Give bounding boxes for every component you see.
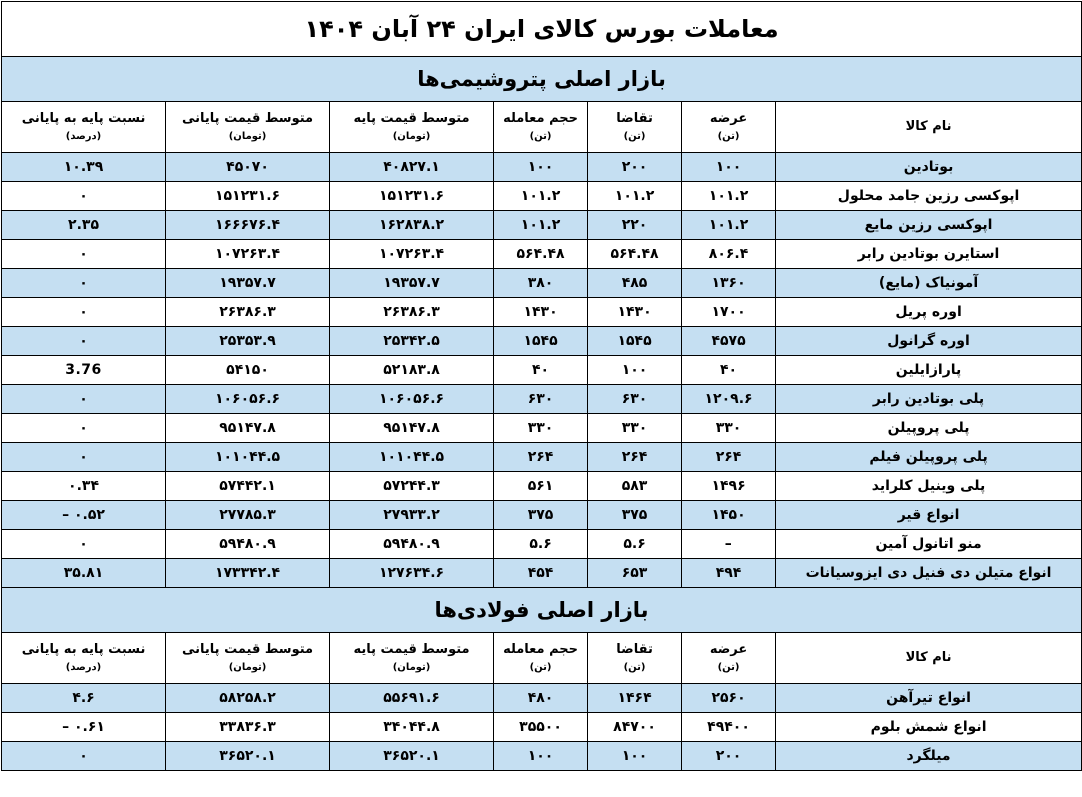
commodity-name: پلی بوتادین رابر bbox=[776, 385, 1082, 414]
commodity-name: انواع شمش بلوم bbox=[776, 713, 1082, 742]
header-ratio-label: نسبت پایه به پایانی bbox=[21, 110, 146, 126]
cell-volume: ۳۳۰ bbox=[494, 414, 588, 443]
cell-supply: ۴۹۴۰۰ bbox=[682, 713, 776, 742]
section-title: بازار اصلی پتروشیمی‌ها bbox=[2, 57, 1082, 102]
commodity-name: پلی پروپیلن bbox=[776, 414, 1082, 443]
commodity-name: انواع متیلن دی فنیل دی ایزوسیانات bbox=[776, 559, 1082, 588]
cell-demand: ۱۴۳۰ bbox=[588, 298, 682, 327]
table-row bbox=[2, 298, 1082, 327]
commodity-name: پارازایلین bbox=[776, 356, 1082, 385]
cell-ratio: ۳۵.۸۱ bbox=[2, 559, 166, 588]
header-demand bbox=[588, 102, 682, 153]
header-base-price-unit: (تومان) bbox=[392, 131, 431, 143]
commodity-name: بوتادین bbox=[776, 153, 1082, 182]
table-row bbox=[2, 240, 1082, 269]
cell-demand: ۲۶۴ bbox=[588, 443, 682, 472]
cell-ratio: ۰ bbox=[2, 298, 166, 327]
section-header-row bbox=[2, 588, 1082, 633]
cell-demand: ۶۵۳ bbox=[588, 559, 682, 588]
cell-ratio: ۰ bbox=[2, 240, 166, 269]
cell-demand: ۶۳۰ bbox=[588, 385, 682, 414]
header-name: نام کالا bbox=[776, 633, 1082, 684]
cell-supply: ۱۰۱.۲ bbox=[682, 211, 776, 240]
column-header-row bbox=[2, 633, 1082, 684]
header-name: نام کالا bbox=[776, 102, 1082, 153]
cell-volume: ۶۳۰ bbox=[494, 385, 588, 414]
cell-supply: ۱۴۹۶ bbox=[682, 472, 776, 501]
cell-volume: ۲۶۴ bbox=[494, 443, 588, 472]
cell-supply: ۲۰۰ bbox=[682, 742, 776, 771]
table-row bbox=[2, 269, 1082, 298]
cell-supply: ۱۲۰۹.۶ bbox=[682, 385, 776, 414]
table-row bbox=[2, 327, 1082, 356]
cell-base-price: ۲۵۳۴۲.۵ bbox=[330, 327, 494, 356]
cell-base-price: ۵۷۲۴۴.۳ bbox=[330, 472, 494, 501]
cell-base-price: ۱۰۶۰۵۶.۶ bbox=[330, 385, 494, 414]
commodity-name: انواع قیر bbox=[776, 501, 1082, 530]
header-base-price-label: متوسط قیمت پایه bbox=[353, 110, 470, 126]
commodity-name: اپوکسی رزین مایع bbox=[776, 211, 1082, 240]
table-row bbox=[2, 153, 1082, 182]
cell-base-price: ۲۷۹۳۳.۲ bbox=[330, 501, 494, 530]
cell-final-price: ۱۷۳۳۴۲.۴ bbox=[166, 559, 330, 588]
cell-ratio: ۰ bbox=[2, 385, 166, 414]
cell-base-price: ۹۵۱۴۷.۸ bbox=[330, 414, 494, 443]
table-row bbox=[2, 501, 1082, 530]
cell-base-price: ۴۰۸۲۷.۱ bbox=[330, 153, 494, 182]
table-row bbox=[2, 211, 1082, 240]
header-final-price-label: متوسط قیمت پایانی bbox=[181, 641, 314, 657]
table-row bbox=[2, 356, 1082, 385]
cell-volume: ۳۵۵۰۰ bbox=[494, 713, 588, 742]
header-final-price-label: متوسط قیمت پایانی bbox=[181, 110, 314, 126]
table-row bbox=[2, 559, 1082, 588]
cell-demand: ۳۳۰ bbox=[588, 414, 682, 443]
cell-supply: ۱۳۶۰ bbox=[682, 269, 776, 298]
column-header-row bbox=[2, 102, 1082, 153]
cell-supply: ۳۳۰ bbox=[682, 414, 776, 443]
section-header-row bbox=[2, 57, 1082, 102]
commodity-name: منو اتانول آمین bbox=[776, 530, 1082, 559]
cell-ratio: ۰.۳۴ bbox=[2, 472, 166, 501]
cell-ratio: ۰.۶۱ – bbox=[2, 713, 166, 742]
header-final-price-unit: (تومان) bbox=[228, 131, 267, 143]
cell-final-price: ۹۵۱۴۷.۸ bbox=[166, 414, 330, 443]
cell-demand: ۳۷۵ bbox=[588, 501, 682, 530]
cell-final-price: ۵۹۴۸۰.۹ bbox=[166, 530, 330, 559]
cell-final-price: ۵۷۴۴۲.۱ bbox=[166, 472, 330, 501]
cell-final-price: ۱۹۳۵۷.۷ bbox=[166, 269, 330, 298]
cell-final-price: ۵۴۱۵۰ bbox=[166, 356, 330, 385]
commodity-name: میلگرد bbox=[776, 742, 1082, 771]
header-volume-unit: (تن) bbox=[529, 662, 552, 674]
cell-ratio: ۰.۵۲ – bbox=[2, 501, 166, 530]
cell-volume: ۱۰۱.۲ bbox=[494, 211, 588, 240]
cell-final-price: ۲۶۳۸۶.۳ bbox=[166, 298, 330, 327]
cell-final-price: ۴۵۰۷۰ bbox=[166, 153, 330, 182]
header-ratio-unit: (درصد) bbox=[65, 662, 102, 674]
header-volume-label: حجم معامله bbox=[503, 641, 579, 657]
cell-ratio: 3.76 bbox=[2, 356, 166, 385]
cell-volume: ۴۰ bbox=[494, 356, 588, 385]
cell-demand: ۱۰۰ bbox=[588, 742, 682, 771]
cell-final-price: ۲۷۷۸۵.۳ bbox=[166, 501, 330, 530]
cell-base-price: ۱۰۱۰۴۴.۵ bbox=[330, 443, 494, 472]
cell-ratio: ۲.۳۵ bbox=[2, 211, 166, 240]
cell-demand: ۲۰۰ bbox=[588, 153, 682, 182]
cell-demand: ۴۸۵ bbox=[588, 269, 682, 298]
cell-final-price: ۱۶۶۶۷۶.۴ bbox=[166, 211, 330, 240]
header-demand-label: تقاضا bbox=[616, 110, 653, 126]
header-base-price bbox=[330, 633, 494, 684]
header-supply-label: عرضه bbox=[709, 641, 748, 657]
cell-supply: ۴۹۴ bbox=[682, 559, 776, 588]
table-row bbox=[2, 443, 1082, 472]
cell-final-price: ۲۵۳۵۳.۹ bbox=[166, 327, 330, 356]
cell-base-price: ۱۵۱۲۳۱.۶ bbox=[330, 182, 494, 211]
header-final-price bbox=[166, 633, 330, 684]
cell-ratio: ۰ bbox=[2, 443, 166, 472]
cell-demand: ۱۰۱.۲ bbox=[588, 182, 682, 211]
header-demand bbox=[588, 633, 682, 684]
header-base-price-label: متوسط قیمت پایه bbox=[353, 641, 470, 657]
section-title: بازار اصلی فولادی‌ها bbox=[2, 588, 1082, 633]
cell-volume: ۳۸۰ bbox=[494, 269, 588, 298]
header-demand-unit: (تن) bbox=[623, 131, 646, 143]
table-row bbox=[2, 530, 1082, 559]
header-final-price bbox=[166, 102, 330, 153]
cell-supply: ۱۰۱.۲ bbox=[682, 182, 776, 211]
header-final-price-unit: (تومان) bbox=[228, 662, 267, 674]
cell-volume: ۳۷۵ bbox=[494, 501, 588, 530]
header-base-price bbox=[330, 102, 494, 153]
cell-demand: ۵.۶ bbox=[588, 530, 682, 559]
page-title: معاملات بورس کالای ایران ۲۴ آبان ۱۴۰۴ bbox=[2, 2, 1082, 57]
table-row bbox=[2, 385, 1082, 414]
header-demand-label: تقاضا bbox=[616, 641, 653, 657]
commodity-name: اوره گرانول bbox=[776, 327, 1082, 356]
header-volume-label: حجم معامله bbox=[503, 110, 579, 126]
table-row bbox=[2, 684, 1082, 713]
cell-volume: ۴۵۴ bbox=[494, 559, 588, 588]
header-volume bbox=[494, 102, 588, 153]
cell-volume: ۵۶۱ bbox=[494, 472, 588, 501]
header-supply-label: عرضه bbox=[709, 110, 748, 126]
cell-ratio: ۴.۶ bbox=[2, 684, 166, 713]
cell-ratio: ۰ bbox=[2, 269, 166, 298]
title-row bbox=[2, 2, 1082, 57]
table-row bbox=[2, 414, 1082, 443]
cell-final-price: ۳۶۵۲۰.۱ bbox=[166, 742, 330, 771]
header-volume-unit: (تن) bbox=[529, 131, 552, 143]
cell-supply: – bbox=[682, 530, 776, 559]
cell-base-price: ۵۵۶۹۱.۶ bbox=[330, 684, 494, 713]
header-supply-unit: (تن) bbox=[717, 131, 740, 143]
header-volume bbox=[494, 633, 588, 684]
cell-supply: ۲۶۴ bbox=[682, 443, 776, 472]
cell-supply: ۲۵۶۰ bbox=[682, 684, 776, 713]
cell-ratio: ۰ bbox=[2, 414, 166, 443]
commodity-name: آمونیاک (مایع) bbox=[776, 269, 1082, 298]
header-ratio bbox=[2, 102, 166, 153]
table-row bbox=[2, 182, 1082, 211]
cell-base-price: ۵۹۴۸۰.۹ bbox=[330, 530, 494, 559]
cell-ratio: ۰ bbox=[2, 182, 166, 211]
cell-ratio: ۰ bbox=[2, 530, 166, 559]
header-demand-unit: (تن) bbox=[623, 662, 646, 674]
cell-final-price: ۱۰۷۲۶۳.۴ bbox=[166, 240, 330, 269]
commodity-trades-table bbox=[1, 1, 1082, 771]
cell-final-price: ۳۳۸۳۶.۳ bbox=[166, 713, 330, 742]
commodity-name: اپوکسی رزین جامد محلول bbox=[776, 182, 1082, 211]
cell-volume: ۱۵۴۵ bbox=[494, 327, 588, 356]
header-ratio-unit: (درصد) bbox=[65, 131, 102, 143]
commodity-name: اوره پریل bbox=[776, 298, 1082, 327]
commodity-name: استایرن بوتادین رابر bbox=[776, 240, 1082, 269]
cell-final-price: ۵۸۲۵۸.۲ bbox=[166, 684, 330, 713]
cell-supply: ۸۰۶.۴ bbox=[682, 240, 776, 269]
cell-volume: ۱۴۳۰ bbox=[494, 298, 588, 327]
cell-demand: ۵۶۴.۴۸ bbox=[588, 240, 682, 269]
cell-ratio: ۱۰.۳۹ bbox=[2, 153, 166, 182]
cell-final-price: ۱۵۱۲۳۱.۶ bbox=[166, 182, 330, 211]
cell-supply: ۴۵۷۵ bbox=[682, 327, 776, 356]
cell-volume: ۱۰۰ bbox=[494, 153, 588, 182]
cell-demand: ۱۵۴۵ bbox=[588, 327, 682, 356]
cell-volume: ۵۶۴.۴۸ bbox=[494, 240, 588, 269]
cell-volume: ۱۰۱.۲ bbox=[494, 182, 588, 211]
cell-final-price: ۱۰۱۰۴۴.۵ bbox=[166, 443, 330, 472]
header-supply bbox=[682, 102, 776, 153]
cell-demand: ۸۴۷۰۰ bbox=[588, 713, 682, 742]
cell-base-price: ۱۹۳۵۷.۷ bbox=[330, 269, 494, 298]
cell-base-price: ۱۰۷۲۶۳.۴ bbox=[330, 240, 494, 269]
commodity-name: انواع تیرآهن bbox=[776, 684, 1082, 713]
cell-demand: ۱۴۶۴ bbox=[588, 684, 682, 713]
cell-base-price: ۳۴۰۴۴.۸ bbox=[330, 713, 494, 742]
cell-ratio: ۰ bbox=[2, 742, 166, 771]
cell-demand: ۲۲۰ bbox=[588, 211, 682, 240]
cell-base-price: ۱۲۷۶۳۴.۶ bbox=[330, 559, 494, 588]
cell-volume: ۱۰۰ bbox=[494, 742, 588, 771]
cell-base-price: ۵۲۱۸۳.۸ bbox=[330, 356, 494, 385]
commodity-name: پلی پروپیلن فیلم bbox=[776, 443, 1082, 472]
cell-ratio: ۰ bbox=[2, 327, 166, 356]
cell-supply: ۴۰ bbox=[682, 356, 776, 385]
cell-volume: ۴۸۰ bbox=[494, 684, 588, 713]
header-ratio-label: نسبت پایه به پایانی bbox=[21, 641, 146, 657]
cell-base-price: ۱۶۲۸۳۸.۲ bbox=[330, 211, 494, 240]
header-base-price-unit: (تومان) bbox=[392, 662, 431, 674]
cell-supply: ۱۰۰ bbox=[682, 153, 776, 182]
header-ratio bbox=[2, 633, 166, 684]
table-row bbox=[2, 742, 1082, 771]
cell-demand: ۱۰۰ bbox=[588, 356, 682, 385]
cell-final-price: ۱۰۶۰۵۶.۶ bbox=[166, 385, 330, 414]
commodity-name: پلی وینیل کلراید bbox=[776, 472, 1082, 501]
table-row bbox=[2, 472, 1082, 501]
cell-supply: ۱۷۰۰ bbox=[682, 298, 776, 327]
header-supply bbox=[682, 633, 776, 684]
header-supply-unit: (تن) bbox=[717, 662, 740, 674]
table-row bbox=[2, 713, 1082, 742]
cell-supply: ۱۴۵۰ bbox=[682, 501, 776, 530]
cell-base-price: ۲۶۳۸۶.۳ bbox=[330, 298, 494, 327]
cell-volume: ۵.۶ bbox=[494, 530, 588, 559]
cell-demand: ۵۸۳ bbox=[588, 472, 682, 501]
cell-base-price: ۳۶۵۲۰.۱ bbox=[330, 742, 494, 771]
